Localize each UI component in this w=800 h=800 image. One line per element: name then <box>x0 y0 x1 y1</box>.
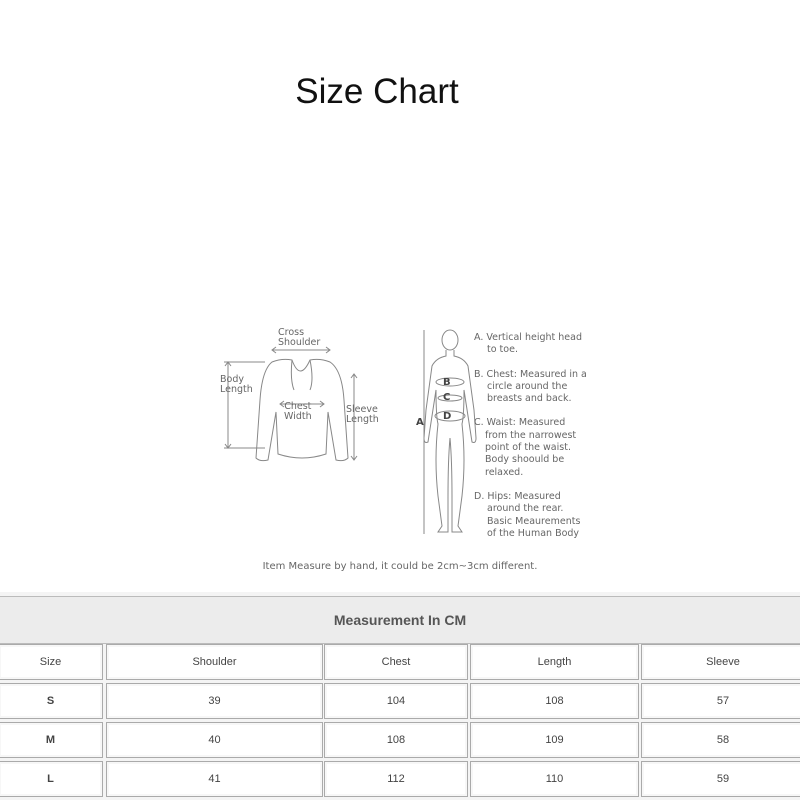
note-line: B. Chest: Measured in a <box>474 368 587 380</box>
marker-b: B <box>443 377 451 388</box>
cross-shoulder-label <box>278 328 320 348</box>
body-length-line1: Body <box>220 374 244 385</box>
table-row <box>0 761 800 797</box>
sleeve-length-line2: Length <box>346 414 379 425</box>
cell-sleeve: 57 <box>641 683 800 719</box>
page-title: Size Chart <box>295 72 459 111</box>
cell-chest: 112 <box>324 761 468 797</box>
note-line: circle around the <box>487 380 568 392</box>
cell-shoulder: 40 <box>106 722 323 758</box>
body-notes <box>474 332 587 540</box>
note-line: Body shoould be <box>485 454 565 466</box>
table-header-row <box>0 644 800 680</box>
header-size: Size <box>0 644 103 680</box>
note-line: D. Hips: Measured <box>474 490 561 502</box>
marker-c: C <box>443 392 451 403</box>
note-line: relaxed. <box>485 466 524 478</box>
cell-chest: 108 <box>324 722 468 758</box>
note-line: A. Vertical height head <box>474 332 582 343</box>
header-chest: Chest <box>324 644 468 680</box>
marker-a: A <box>416 417 424 428</box>
cross-shoulder-line1: Cross <box>278 327 305 338</box>
table-caption: Measurement In CM <box>0 596 800 644</box>
measure-disclaimer: Item Measure by hand, it could be 2cm~3cm different. <box>262 561 538 572</box>
note-line: Basic Meaurements <box>487 515 581 527</box>
cell-shoulder: 39 <box>106 683 323 719</box>
note-line: from the narrowest <box>485 429 577 441</box>
cell-chest: 104 <box>324 683 468 719</box>
cell-length: 108 <box>470 683 639 719</box>
cell-length: 109 <box>470 722 639 758</box>
measurement-diagram <box>210 320 590 580</box>
chest-width-line1: Chest <box>284 401 312 412</box>
header-shoulder: Shoulder <box>106 644 323 680</box>
cell-sleeve: 59 <box>641 761 800 797</box>
note-line: point of the waist. <box>485 442 571 454</box>
body-length-label <box>220 375 253 395</box>
header-length: Length <box>470 644 639 680</box>
note-line: to toe. <box>487 344 518 356</box>
sleeve-length-line1: Sleeve <box>346 404 378 415</box>
cell-size: S <box>0 683 103 719</box>
sleeve-length-label <box>346 405 379 425</box>
cell-shoulder: 41 <box>106 761 323 797</box>
table-row <box>0 683 800 719</box>
cell-sleeve: 58 <box>641 722 800 758</box>
cell-size: M <box>0 722 103 758</box>
chest-width-line2: Width <box>284 411 312 422</box>
note-line: C. Waist: Measured <box>474 417 566 429</box>
marker-d: D <box>443 411 452 422</box>
chest-width-label <box>284 402 312 422</box>
header-sleeve: Sleeve <box>641 644 800 680</box>
table-row <box>0 722 800 758</box>
note-line: of the Human Body <box>487 527 580 539</box>
size-table <box>0 592 800 800</box>
cross-shoulder-line2: Shoulder <box>278 337 321 348</box>
cell-size: L <box>0 761 103 797</box>
body-length-line2: Length <box>220 384 253 395</box>
note-line: breasts and back. <box>487 393 572 405</box>
cell-length: 110 <box>470 761 639 797</box>
note-line: around the rear. <box>487 503 564 515</box>
